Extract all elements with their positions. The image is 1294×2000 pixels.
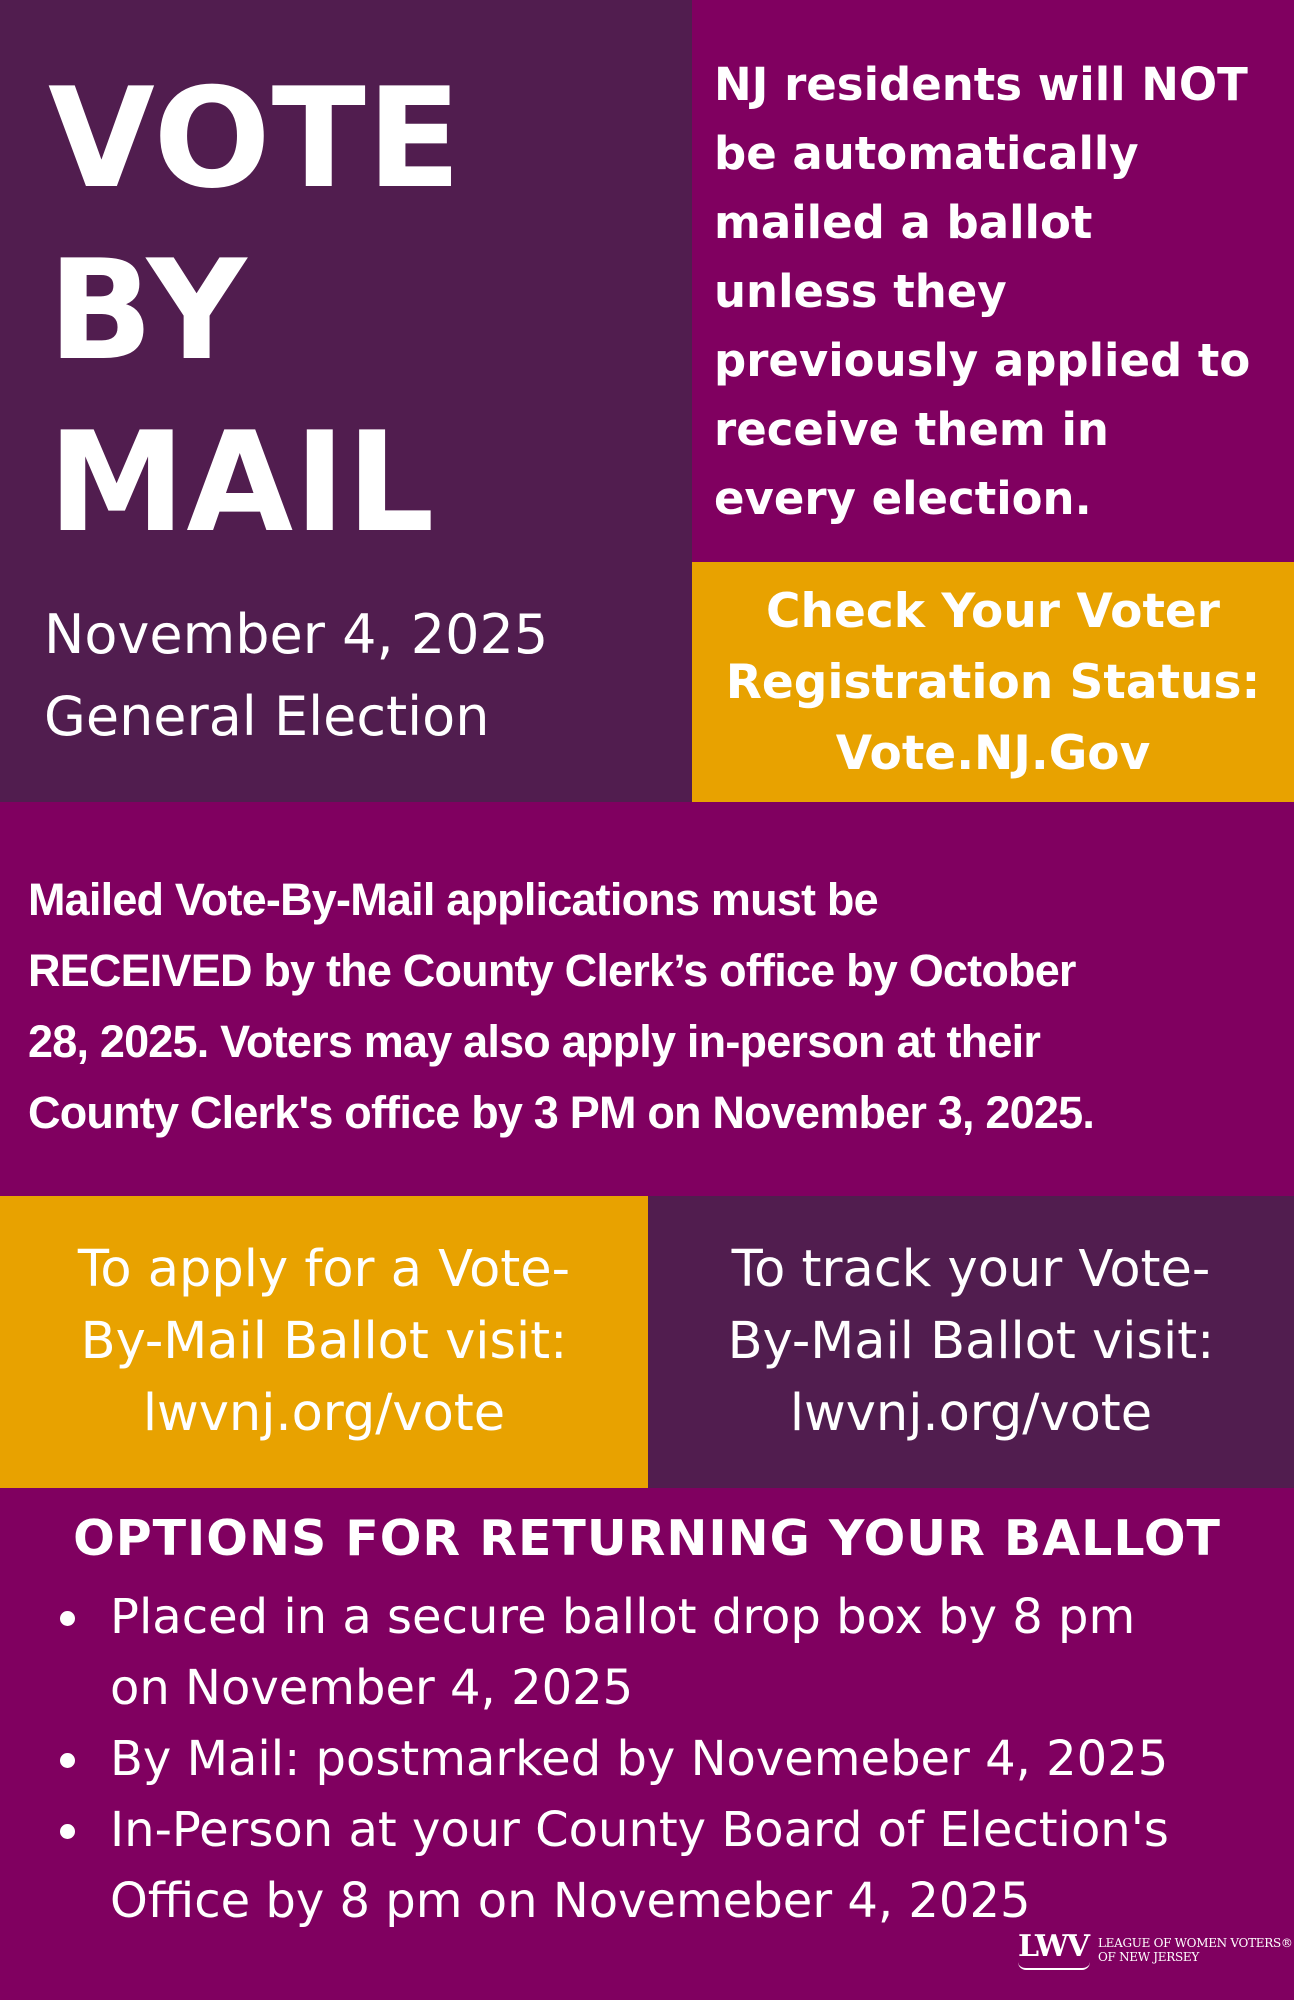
option-text: Placed in a secure ballot drop box by 8 pm xyxy=(110,1589,1136,1645)
lwv-mark: LWV xyxy=(1018,1929,1089,1964)
title-by: BY xyxy=(48,230,248,391)
deadline-line: 28, 2025. Voters may also apply in-person at their xyxy=(28,1016,1041,1067)
title-mail: MAIL xyxy=(48,402,436,563)
bullet-icon xyxy=(60,1753,75,1768)
application-deadline-text xyxy=(28,864,1268,1148)
registration-line: Registration Status: xyxy=(725,654,1261,710)
option-line xyxy=(56,1724,1266,1795)
notice-block xyxy=(692,0,1294,562)
return-options-block xyxy=(0,1488,1294,2000)
track-ballot-block xyxy=(648,1196,1294,1488)
lwv-name: LEAGUE OF WOMEN VOTERS® xyxy=(1098,1936,1293,1950)
title-block xyxy=(0,0,692,802)
bullet-icon xyxy=(60,1611,75,1626)
registration-line: Check Your Voter xyxy=(766,583,1220,639)
notice-line: NJ residents will NOT xyxy=(714,58,1248,111)
apply-line: By-Mail Ballot visit: xyxy=(80,1312,568,1371)
track-line: To track your Vote- xyxy=(731,1240,1211,1299)
election-date: November 4, 2025 xyxy=(44,603,549,666)
option-text: In-Person at your County Board of Election's xyxy=(110,1802,1169,1858)
option-line: Office by 8 pm on Novemeber 4, 2025 xyxy=(110,1873,1031,1929)
notice-line: receive them in xyxy=(714,403,1109,456)
notice-line: mailed a ballot xyxy=(714,196,1093,249)
option-line xyxy=(56,1582,1266,1653)
deadline-line: RECEIVED by the County Clerk’s office by October xyxy=(28,945,1076,996)
deadline-line: Mailed Vote-By-Mail applications must be xyxy=(28,874,878,925)
track-link[interactable]: lwvnj.org/vote xyxy=(789,1384,1153,1443)
lwv-logo xyxy=(1018,1928,1293,1974)
options-heading: OPTIONS FOR RETURNING YOUR BALLOT xyxy=(73,1510,1221,1567)
apply-link[interactable]: lwvnj.org/vote xyxy=(142,1384,506,1443)
notice-line: unless they xyxy=(714,265,1007,318)
notice-line: every election. xyxy=(714,472,1092,525)
apply-line: To apply for a Vote- xyxy=(77,1240,571,1299)
track-line: By-Mail Ballot visit: xyxy=(727,1312,1215,1371)
list-item xyxy=(56,1582,1266,1724)
apply-ballot-block xyxy=(0,1196,648,1488)
list-item xyxy=(56,1795,1266,1937)
registration-status-block xyxy=(692,562,1294,802)
list-item xyxy=(56,1724,1266,1795)
lwv-swoosh-icon xyxy=(1018,1962,1090,1970)
option-text: By Mail: postmarked by Novemeber 4, 2025 xyxy=(110,1731,1169,1787)
registration-link[interactable]: Vote.NJ.Gov xyxy=(835,725,1151,781)
automatic-mailing-notice xyxy=(714,50,1274,533)
notice-line: previously applied to xyxy=(714,334,1251,387)
election-type: General Election xyxy=(44,685,490,748)
bullet-icon xyxy=(60,1824,75,1839)
notice-line: be automatically xyxy=(714,127,1139,180)
option-line xyxy=(56,1795,1266,1866)
application-deadline-block xyxy=(0,802,1294,1196)
deadline-line: County Clerk's office by 3 PM on November 3, 2025. xyxy=(28,1087,1095,1138)
title-vote: VOTE xyxy=(48,58,463,219)
options-list xyxy=(56,1582,1266,1937)
option-line: on November 4, 2025 xyxy=(110,1660,634,1716)
lwv-state: OF NEW JERSEY xyxy=(1098,1950,1199,1964)
